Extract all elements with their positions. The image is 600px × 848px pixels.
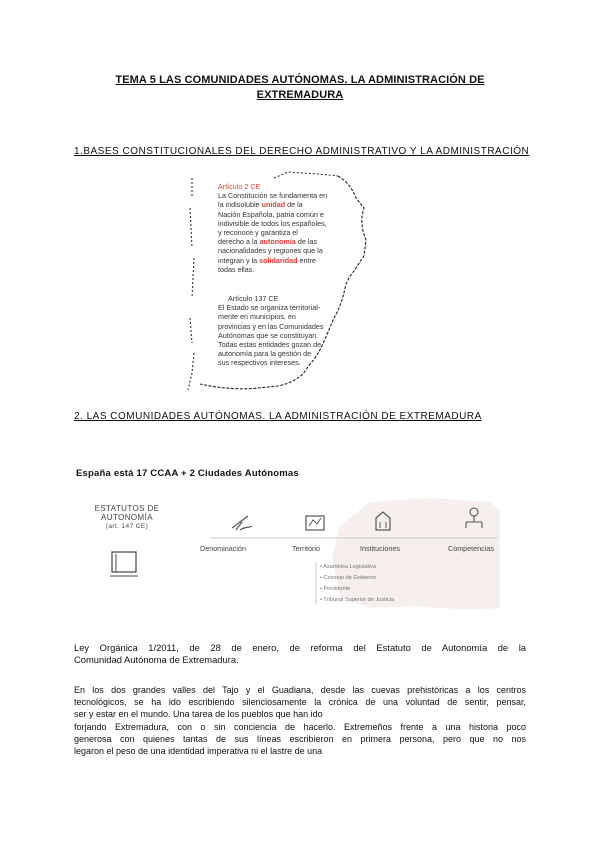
article-2-line: nacionalidades y regiones que la <box>218 246 323 256</box>
article-137-line: autonomía para la gestión de <box>218 349 312 359</box>
institution-item: • Asamblea Legislativa <box>320 564 377 570</box>
paragraph-line: ser y estar en el mundo. Una tarea de los pueblos que han ido <box>74 709 323 720</box>
institution-item: • Presidente <box>320 586 351 592</box>
section-1-heading: 1.BASES CONSTITUCIONALES DEL DERECHO ADMINISTRATIVO Y LA ADMINISTRACIÓN <box>74 146 530 157</box>
law-reference <box>74 642 526 666</box>
article-2-line: indivisible de todos los españoles, <box>218 218 327 228</box>
statutes-diagram <box>70 496 500 614</box>
statutes-label: ESTATUTOS DE AUTONOMÍA (art. 147 CE) <box>94 504 160 530</box>
paragraph-line: En los dos grandes valles del Tajo y el Guadiana, desde las cuevas prehistóricas a los centros <box>74 685 526 695</box>
article-2-block <box>218 182 358 274</box>
article-2-line: integran y la solidaridad entre <box>218 255 316 265</box>
paragraph-line: legaron el peso de una identidad imperativa ni el lastre de una <box>74 746 323 757</box>
institution-item: • Consejo de Gobierno <box>320 575 377 581</box>
article-2-line: La Constitución se fundamenta en <box>218 191 328 201</box>
article-2-line: la indisoluble unidad de la <box>218 200 303 210</box>
article-2-line: derecho a la autonomía de las <box>218 237 318 247</box>
law-line-1: Ley Orgánica 1/2011, de 28 de enero, de reforma del Estatuto de Autonomía de la <box>74 642 526 653</box>
label-territorio: Territorio <box>292 544 320 553</box>
keyword-solidaridad: solidaridad <box>259 255 298 265</box>
article-137-block <box>218 294 358 368</box>
article-137-line: El Estado se organiza territorial- <box>218 303 321 313</box>
paragraph-line: tecnológicos, se ha ido escribiendo silenciosamente la crónica de una voluntad de sentir, pensar, <box>74 697 526 708</box>
article-2-title: Artículo 2 CE <box>218 182 261 191</box>
keyword-autonomia: autonomía <box>259 237 296 247</box>
label-denominacion: Denominación <box>200 544 246 553</box>
article-2-line: y reconoce y garantiza el <box>218 228 298 238</box>
keyword-unidad: unidad <box>261 200 286 210</box>
article-137-title: Artículo 137 CE <box>228 294 279 303</box>
article-137-line: mente en municipios, en <box>218 312 296 322</box>
article-137-line: Autónomas que se constituyan. <box>218 330 319 340</box>
article-2-line: Nación Española, patria común e <box>218 209 324 219</box>
label-instituciones: Instituciones <box>360 544 400 553</box>
paragraph-line: generosa con quienes tantas de sus líneas escribieron en primera persona, pero que no nos <box>74 733 526 744</box>
law-line-2: Comunidad Autónoma de Extremadura. <box>74 654 239 666</box>
page-title-line-2: EXTREMADURA <box>256 89 344 101</box>
institution-item: • Tribunal Superior de Justicia <box>320 597 395 603</box>
article-137-line: sus respectivos intereses. <box>218 358 301 368</box>
article-2-line: todas ellas. <box>218 264 255 274</box>
label-competencias: Competencias <box>448 544 494 553</box>
article-137-line: provincias y en las Comunidades <box>218 321 324 331</box>
section-2-heading: 2. LAS COMUNIDADES AUTÓNOMAS. LA ADMINISTRACIÓN DE EXTREMADURA <box>74 411 482 422</box>
paragraph-line: forjando Extremadura, con o sin conciencia de hacerlo. Extremeños frente a una historia poco <box>74 721 526 732</box>
body-paragraph <box>74 684 526 757</box>
article-137-line: Todas estas entidades gozan de <box>218 340 322 350</box>
constitution-map-figure <box>178 168 368 398</box>
page-title-line-1: TEMA 5 LAS COMUNIDADES AUTÓNOMAS. LA ADMINISTRACIÓN DE <box>115 74 485 86</box>
section-2-subheading: España está 17 CCAA + 2 Ciudades Autónomas <box>76 468 299 479</box>
